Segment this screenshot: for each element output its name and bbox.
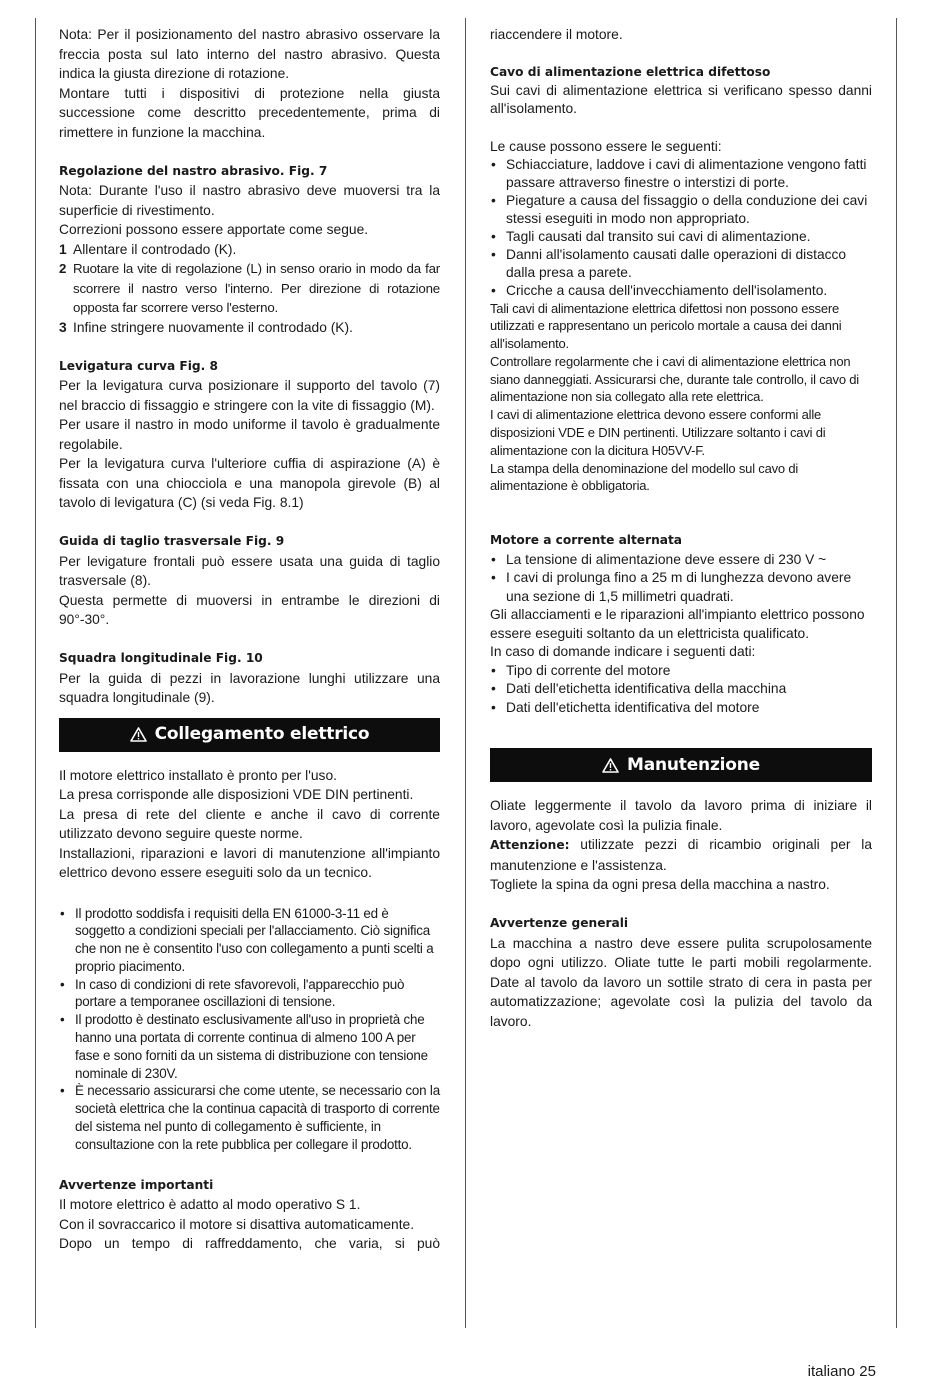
banner-title: Manutenzione [627,754,760,775]
cavo-heading: Cavo di alimentazione elettrica difettoso [490,64,771,79]
levigatura-p2: Per usare il nastro in modo uniforme il tavolo è gradualmente regolabile. [59,417,440,452]
list-item: • È necessario assicurarsi che come utente, se necessario con la società elettrica che la continua capacità di trasporto di corrente del sistema nel punto di collegamento è sufficiente, in consultazione con la rete pubblica per collegare il prodotto. [60,1083,440,1152]
manutenzione-attenzione [490,835,872,875]
cavo-p5: La stampa della denominazione del modello sul cavo di alimentazione è obbligatoria. [490,460,799,494]
elettrico-p3: La presa di rete del cliente e anche il cavo di corrente utilizzato devono seguire queste norme. [59,806,440,841]
column-divider-right [896,18,897,1328]
list-item: • La tensione di alimentazione deve essere di 230 V ~ [491,551,827,567]
cavo-p3: Controllare regolarmente che i cavi di alimentazione elettrica non siano danneggiati. Assicurarsi che, durante tale controllo, il cavo di alimentazione non sia collegato alla rete elettrica. [490,353,859,405]
nota-rotazione: Nota: Per il posizionamento del nastro abrasivo osservare la freccia posta sul lato interno del nastro abrasivo. Questa indica la giusta direzione di rotazione. [59,27,440,81]
cause-intro: Le cause possono essere le seguenti: [490,138,722,154]
guida-p2: Questa permette di muoversi in entrambe le direzioni di 90°-30°. [59,592,440,627]
manutenzione-p1: Oliate leggermente il tavolo da lavoro prima di iniziare il lavoro, agevolate così la pulizia finale. [490,798,872,833]
banner-title: Collegamento elettrico [154,723,370,744]
list-item: • Piegature a causa del fissaggio o della conduzione dei cavi stessi eseguiti in modo non appropriato. [491,192,868,226]
avvertenze-p1: Il motore elettrico è adatto al modo operativo S 1. [59,1197,361,1213]
montare-text: Montare tutti i dispositivi di protezione nella giusta successione come descritto precedentemente, prima di rimettere in funzione la macchina. [59,85,440,140]
elettrico-p1: Il motore elettrico installato è pronto per l'uso. [59,767,337,783]
section-banner-manutenzione [490,748,872,782]
section-banner-collegamento [59,718,440,752]
list-item: • Danni all'isolamento causati dalle operazioni di distacco dalla presa a parete. [491,246,847,280]
regolazione-heading: Regolazione del nastro abrasivo. Fig. 7 [59,163,328,178]
motore-list [490,551,872,607]
continued-text: riaccendere il motore. [490,27,623,42]
cavo-p4: I cavi di alimentazione elettrica devono essere conformi alle disposizioni VDE e DIN pertinenti. Utilizzare soltanto i cavi di alimentazione con la dicitura H05VV-F. [490,407,826,458]
list-item: • Tagli causati dal transito sui cavi di alimentazione. [491,228,811,244]
list-item: • Schiacciature, laddove i cavi di alimentazione vengono fatti passare attraverso finestre o interstizi di porte. [491,156,867,190]
guida-heading: Guida di taglio trasversale Fig. 9 [59,534,285,548]
attenzione-label: Attenzione: [490,838,570,853]
cavo-p2: Tali cavi di alimentazione elettrica difettosi non possono essere utilizzati e rappresentano un pericolo mortale a causa dei danni all'isolamento. [490,300,842,352]
avvertenze-p2: Con il sovraccarico il motore si disattiva automaticamente. [59,1216,415,1232]
warning-triangle-icon [602,758,619,773]
list-item: • I cavi di prolunga fino a 25 m di lunghezza devono avere una sezione di 1,5 millimetri quadrati. [491,570,852,604]
list-item: • Il prodotto è destinato esclusivamente all'uso in proprietà che hanno una portata di corrente continua di almeno 100 A per fase e sono forniti da un sistema di distribuzione con tensione nominale di 230V. [60,1012,428,1081]
manutenzione-p3: Togliete la spina da ogni presa della macchina a nastro. [490,877,830,893]
conformity-list [59,905,440,1154]
levigatura-heading: Levigatura curva Fig. 8 [59,358,218,373]
cavo-notes [490,300,872,496]
generali-heading: Avvertenze generali [490,916,629,931]
list-item: • Il prodotto soddisfa i requisiti della EN 61000-3-11 ed è soggetto a condizioni speciali per l'allacciamento. Ciò significa che non ne è consentito l'uso con collegamento a punti scelti a proprio piacimento. [60,905,434,974]
generali-p1: La macchina a nastro deve essere pulita scrupolosamente dopo ogni utilizzo. Oliate tutte le parti mobili regolarmente. Date al tavolo da lavoro un sottile strato di cera in pasta per automatizzazione; agevolate così la pulizia del tavolo da lavoro. [490,935,872,1029]
list-item: • Cricche a causa dell'invecchiamento dell'isolamento. [491,282,828,298]
regolazione-nota: Nota: Durante l'uso il nastro abrasivo deve muoversi tra la superficie di rivestimento. [59,183,440,218]
avvertenze-p3: Dopo un tempo di raffreddamento, che varia, si può [59,1236,440,1252]
attenzione-text: utilizzate pezzi di ricambio originali per la manutenzione e l'assistenza. [490,837,872,873]
step-item: 1 Allentare il controdado (K). [59,241,237,257]
dati-list [490,662,872,718]
squadra-heading: Squadra longitudinale Fig. 10 [59,651,263,665]
page-footer: italiano 25 [807,1363,876,1380]
motore-p1: Gli allacciamenti e le riparazioni all'impianto elettrico possono essere eseguiti soltanto da un elettricista qualificato. [490,607,865,641]
step-item: 3 Infine stringere nuovamente il controdado (K). [59,319,353,335]
avvertenze-heading: Avvertenze importanti [59,1177,214,1192]
left-column [59,25,440,1254]
motore-p2: In caso di domande indicare i seguenti dati: [490,644,756,660]
step-item: 2 Ruotare la vite di regolazione (L) in senso orario in modo da far scorrere il nastro verso l'interno. Per direzione di rotazione opposta far scorrere verso l'esterno. [59,261,440,315]
list-item: • In caso di condizioni di rete sfavorevoli, l'apparecchio può portare a temporanee oscillazioni di tensione. [60,976,405,1010]
list-item: • Dati dell'etichetta identificativa della macchina [491,681,787,697]
elettrico-p4: Installazioni, riparazioni e lavori di manutenzione all'impianto elettrico devono essere eseguiti solo da un tecnico. [59,845,440,880]
cause-list [490,156,872,300]
levigatura-p1: Per la levigatura curva posizionare il supporto del tavolo (7) nel braccio di fissaggio e stringere con la vite di fissaggio (M). [59,378,440,413]
motore-heading: Motore a corrente alternata [490,533,683,548]
guida-p1: Per levigature frontali può essere usata una guida di taglio trasversale (8). [59,553,440,588]
list-item: • Tipo di corrente del motore [491,662,671,678]
regolazione-correzioni: Correzioni possono essere apportate come segue. [59,222,369,237]
warning-triangle-icon [130,727,147,742]
column-divider-left [35,18,36,1328]
right-column [490,25,872,1031]
elettrico-p2: La presa corrisponde alle disposizioni VDE DIN pertinenti. [59,787,414,802]
cavo-p1: Sui cavi di alimentazione elettrica si verificano spesso danni all'isolamento. [490,83,872,116]
squadra-p1: Per la guida di pezzi in lavorazione lunghi utilizzare una squadra longitudinale (9). [59,670,440,705]
levigatura-p3: Per la levigatura curva l'ulteriore cuffia di aspirazione (A) è fissata con una chiocciola e una manopola girevole (B) al tavolo di levigatura (C) (si veda Fig. 8.1) [59,456,440,510]
column-divider-middle [465,18,466,1328]
list-item: • Dati dell'etichetta identificativa del motore [491,699,760,715]
